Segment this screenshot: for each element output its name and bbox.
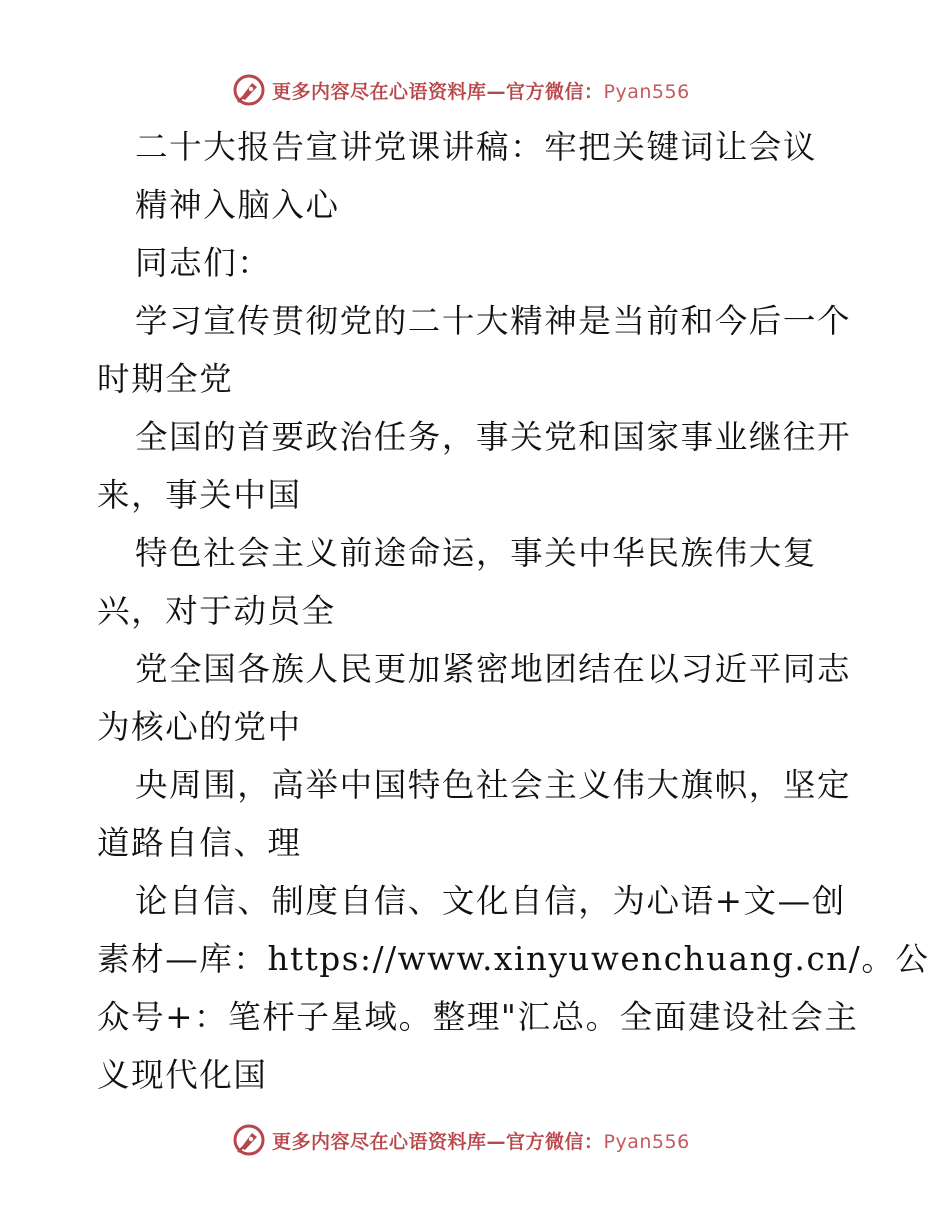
watermark-wechat-id: Pyan556 [603, 1130, 690, 1153]
text-line: 时期全党 [97, 360, 234, 398]
text-line: 为核心的党中 [97, 708, 302, 746]
footer-watermark [232, 1120, 690, 1160]
watermark-text: 更多内容尽在心语资料库—官方微信： [272, 80, 604, 103]
text-line: 来，事关中国 [97, 476, 302, 514]
text-line: 央周围，高举中国特色社会主义伟大旗帜，坚定 [135, 766, 852, 804]
text-line: 素材—库：https://www.xinyuwenchuang.cn/。公 [97, 940, 930, 978]
document-body [97, 118, 930, 1104]
watermark-text: 更多内容尽在心语资料库—官方微信： [272, 1130, 604, 1153]
text-line: 义现代化国 [97, 1056, 268, 1094]
text-line: 道路自信、理 [97, 824, 302, 862]
text-line: 学习宣传贯彻党的二十大精神是当前和今后一个 [135, 302, 852, 340]
text-line: 全国的首要政治任务，事关党和国家事业继往开 [135, 418, 852, 456]
text-line: 众号+：笔杆子星域。整理"汇总。全面建设社会主 [97, 998, 859, 1036]
text-line: 特色社会主义前途命运，事关中华民族伟大复 [135, 534, 818, 572]
pen-nib-logo-icon [232, 73, 266, 107]
text-line: 论自信、制度自信、文化自信，为心语+文—创 [135, 882, 846, 920]
text-line: 党全国各族人民更加紧密地团结在以习近平同志 [135, 650, 852, 688]
watermark-wechat-id: Pyan556 [603, 80, 690, 103]
text-line: 二十大报告宣讲党课讲稿：牢把关键词让会议 [135, 128, 818, 166]
header-watermark [232, 70, 690, 110]
text-line: 同志们： [135, 244, 272, 282]
pen-nib-logo-icon [232, 1123, 266, 1157]
text-line: 兴，对于动员全 [97, 592, 336, 630]
text-line: 精神入脑入心 [135, 186, 340, 224]
